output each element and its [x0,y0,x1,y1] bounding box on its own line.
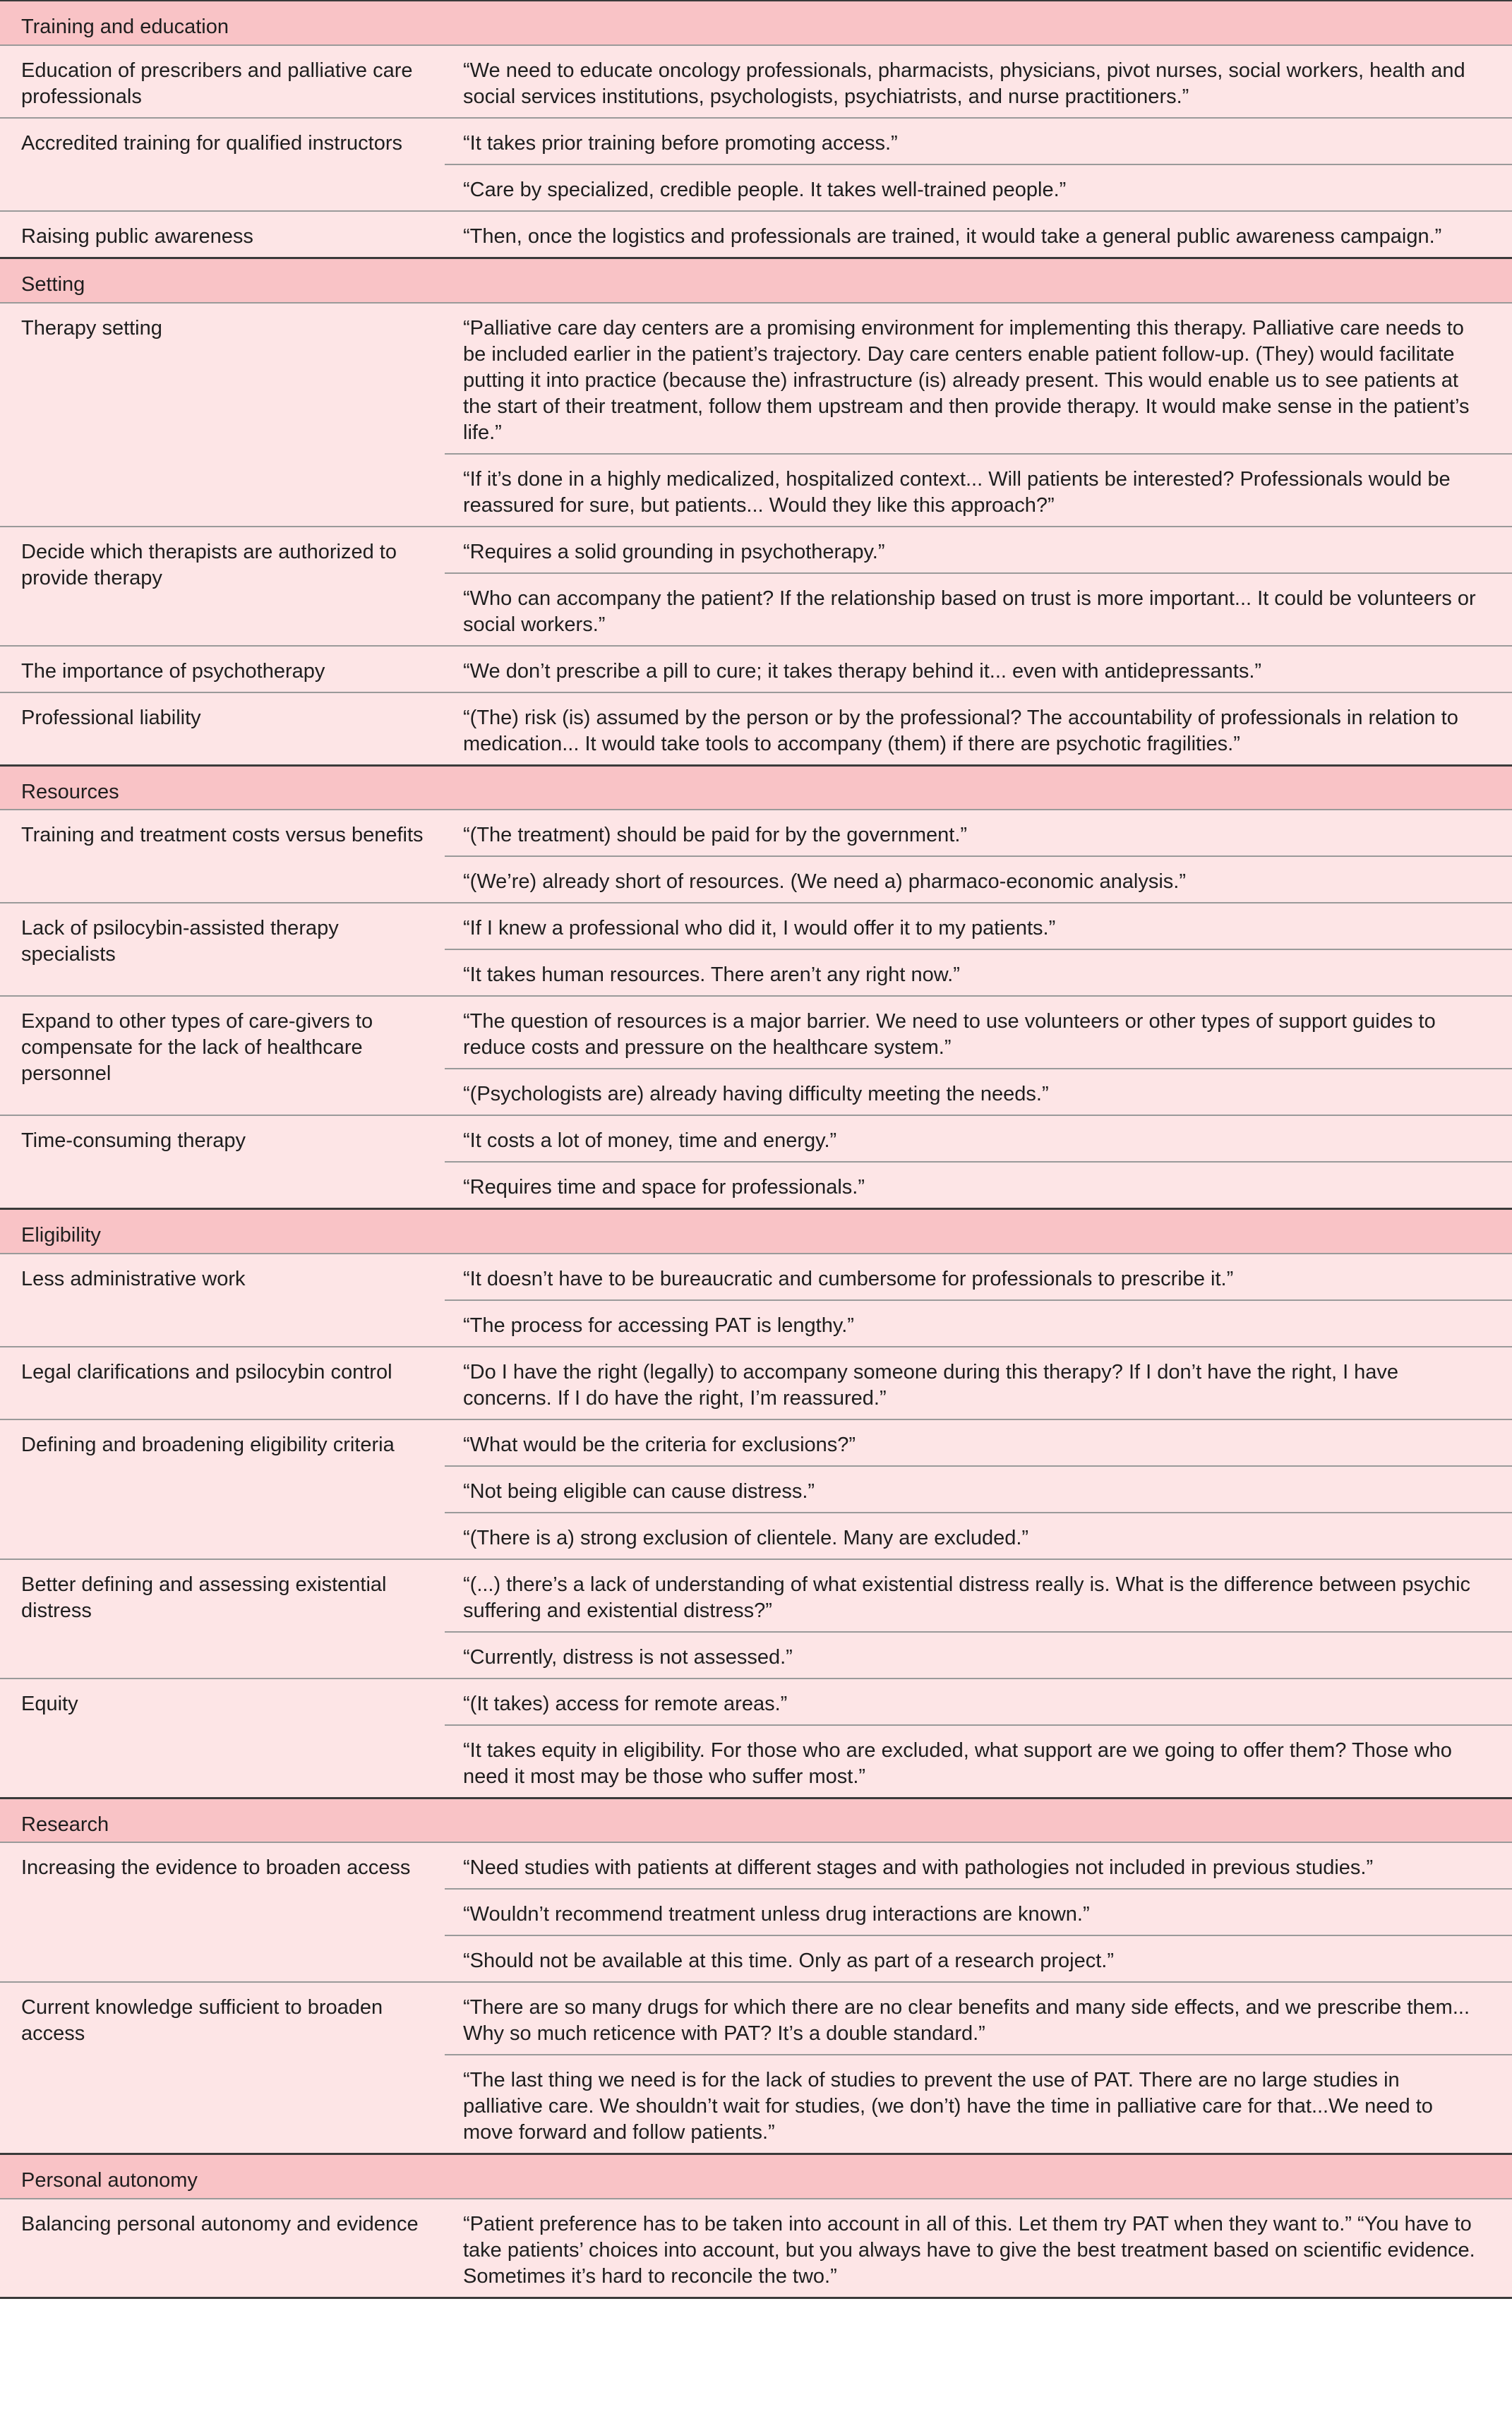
topic-cell: Less administrative work [0,1254,445,1347]
topic-cell: Increasing the evidence to broaden access [0,1842,445,1982]
quote-cell: “If it’s done in a highly medicalized, hospitalized context... Will patients be interested? Professionals would be reassured for sure, but patients... Would they like this approach?” [445,454,1512,527]
table-body [0,1,1512,2298]
topic-cell: Education of prescribers and palliative care professionals [0,45,445,118]
quote-cell: “Not being eligible can cause distress.” [445,1466,1512,1513]
section-title: Resources [0,765,1512,810]
topic-cell: Equity [0,1679,445,1799]
table-row [0,2199,1512,2298]
topic-cell: Defining and broadening eligibility criteria [0,1419,445,1559]
quote-cell: “(There is a) strong exclusion of clientele. Many are excluded.” [445,1513,1512,1559]
topic-cell: Better defining and assessing existential distress [0,1559,445,1679]
section-header-row [0,1798,1512,1842]
table-row [0,1679,1512,1725]
section-title: Personal autonomy [0,2154,1512,2199]
quote-cell: “Do I have the right (legally) to accompany someone during this therapy? If I don’t have the right, I have concerns. If I do have the right, I’m reassured.” [445,1347,1512,1419]
table-row [0,303,1512,454]
table-row [0,1347,1512,1419]
section-header-row [0,1,1512,45]
quote-cell: “If I knew a professional who did it, I would offer it to my patients.” [445,903,1512,949]
topic-cell: Accredited training for qualified instructors [0,118,445,211]
section-header-row [0,1209,1512,1254]
quote-cell: “It takes prior training before promoting access.” [445,118,1512,164]
quote-cell: “Wouldn’t recommend treatment unless drug interactions are known.” [445,1889,1512,1935]
section-title: Research [0,1798,1512,1842]
table-row [0,211,1512,258]
table-row [0,1419,1512,1466]
table-row [0,1559,1512,1632]
table-row [0,646,1512,692]
section-header-row [0,765,1512,810]
quote-cell: “(The treatment) should be paid for by the government.” [445,810,1512,856]
quote-cell: “It doesn’t have to be bureaucratic and cumbersome for professionals to prescribe it.” [445,1254,1512,1300]
quote-cell: “We don’t prescribe a pill to cure; it takes therapy behind it... even with antidepressants.” [445,646,1512,692]
quote-cell: “Need studies with patients at different stages and with pathologies not included in previous studies.” [445,1842,1512,1889]
table-row [0,692,1512,766]
quote-cell: “Should not be available at this time. Only as part of a research project.” [445,1935,1512,1982]
quote-cell: “It costs a lot of money, time and energy.” [445,1115,1512,1162]
section-header-row [0,2154,1512,2199]
topic-cell: Training and treatment costs versus benefits [0,810,445,903]
quote-cell: “Currently, distress is not assessed.” [445,1632,1512,1679]
section-header-row [0,258,1512,303]
quote-cell: “The question of resources is a major barrier. We need to use volunteers or other types of support guides to reduce costs and pressure on the healthcare system.” [445,996,1512,1069]
table-row [0,45,1512,118]
quote-cell: “Who can accompany the patient? If the relationship based on trust is more important... It could be volunteers or social workers.” [445,573,1512,646]
table-row [0,996,1512,1069]
quote-cell: “(It takes) access for remote areas.” [445,1679,1512,1725]
topic-cell: Professional liability [0,692,445,766]
section-title: Eligibility [0,1209,1512,1254]
quote-cell: “(We’re) already short of resources. (We need a) pharmaco-economic analysis.” [445,856,1512,903]
topic-cell: Lack of psilocybin-assisted therapy specialists [0,903,445,996]
quote-cell: “The last thing we need is for the lack of studies to prevent the use of PAT. There are no large studies in palliative care. We shouldn’t wait for studies, (we don’t) have the time in palliative care for that...We need to move forward and follow patients.” [445,2055,1512,2154]
table-row [0,810,1512,856]
quote-cell: “(Psychologists are) already having difficulty meeting the needs.” [445,1069,1512,1115]
table-row [0,1115,1512,1162]
quote-cell: “What would be the criteria for exclusions?” [445,1419,1512,1466]
quote-cell: “Patient preference has to be taken into account in all of this. Let them try PAT when they want to.” “You have to take patients’ choices into account, but you always have to give the best treatment based on scientific evidence. Sometimes it’s hard to reconcile the two.” [445,2199,1512,2298]
section-title: Setting [0,258,1512,303]
topic-cell: Therapy setting [0,303,445,527]
table-row [0,1982,1512,2055]
quote-cell: “(The) risk (is) assumed by the person or by the professional? The accountability of professionals in relation to medication... It would take tools to accompany (them) if there are psychotic fragilities.” [445,692,1512,766]
quote-cell: “We need to educate oncology professionals, pharmacists, physicians, pivot nurses, social workers, health and social services institutions, psychologists, psychiatrists, and nurse practitioners.” [445,45,1512,118]
table-row [0,527,1512,573]
quote-cell: “It takes human resources. There aren’t any right now.” [445,949,1512,996]
section-title: Training and education [0,1,1512,45]
topic-cell: Current knowledge sufficient to broaden access [0,1982,445,2154]
topic-cell: Raising public awareness [0,211,445,258]
quote-cell: “It takes equity in eligibility. For those who are excluded, what support are we going to offer them? Those who need it most may be those who suffer most.” [445,1725,1512,1799]
quote-cell: “Palliative care day centers are a promising environment for implementing this therapy. Palliative care needs to be included earlier in the patient’s trajectory. Day care centers enable patient follow-up. (They) would facilitate putting it into practice (because the) infrastructure (is) already present. This would enable us to see patients at the start of their treatment, follow them upstream and then provide therapy. It would make sense in the patient’s life.” [445,303,1512,454]
topic-cell: Legal clarifications and psilocybin control [0,1347,445,1419]
topic-cell: Decide which therapists are authorized to provide therapy [0,527,445,646]
topic-cell: Expand to other types of care-givers to compensate for the lack of healthcare personnel [0,996,445,1115]
quote-cell: “Requires a solid grounding in psychotherapy.” [445,527,1512,573]
quote-cell: “Then, once the logistics and professionals are trained, it would take a general public awareness campaign.” [445,211,1512,258]
table-row [0,1254,1512,1300]
quote-cell: “There are so many drugs for which there are no clear benefits and many side effects, and we prescribe them... Why so much reticence with PAT? It’s a double standard.” [445,1982,1512,2055]
quote-cell: “Care by specialized, credible people. It takes well-trained people.” [445,164,1512,211]
quote-cell: “(...) there’s a lack of understanding of what existential distress really is. What is the difference between psychic suffering and existential distress?” [445,1559,1512,1632]
quote-cell: “Requires time and space for professionals.” [445,1162,1512,1209]
topic-cell: The importance of psychotherapy [0,646,445,692]
quote-cell: “The process for accessing PAT is lengthy.” [445,1300,1512,1347]
table-row [0,118,1512,164]
table-row [0,903,1512,949]
table-row [0,1842,1512,1889]
topic-cell: Balancing personal autonomy and evidence [0,2199,445,2298]
topic-cell: Time-consuming therapy [0,1115,445,1209]
